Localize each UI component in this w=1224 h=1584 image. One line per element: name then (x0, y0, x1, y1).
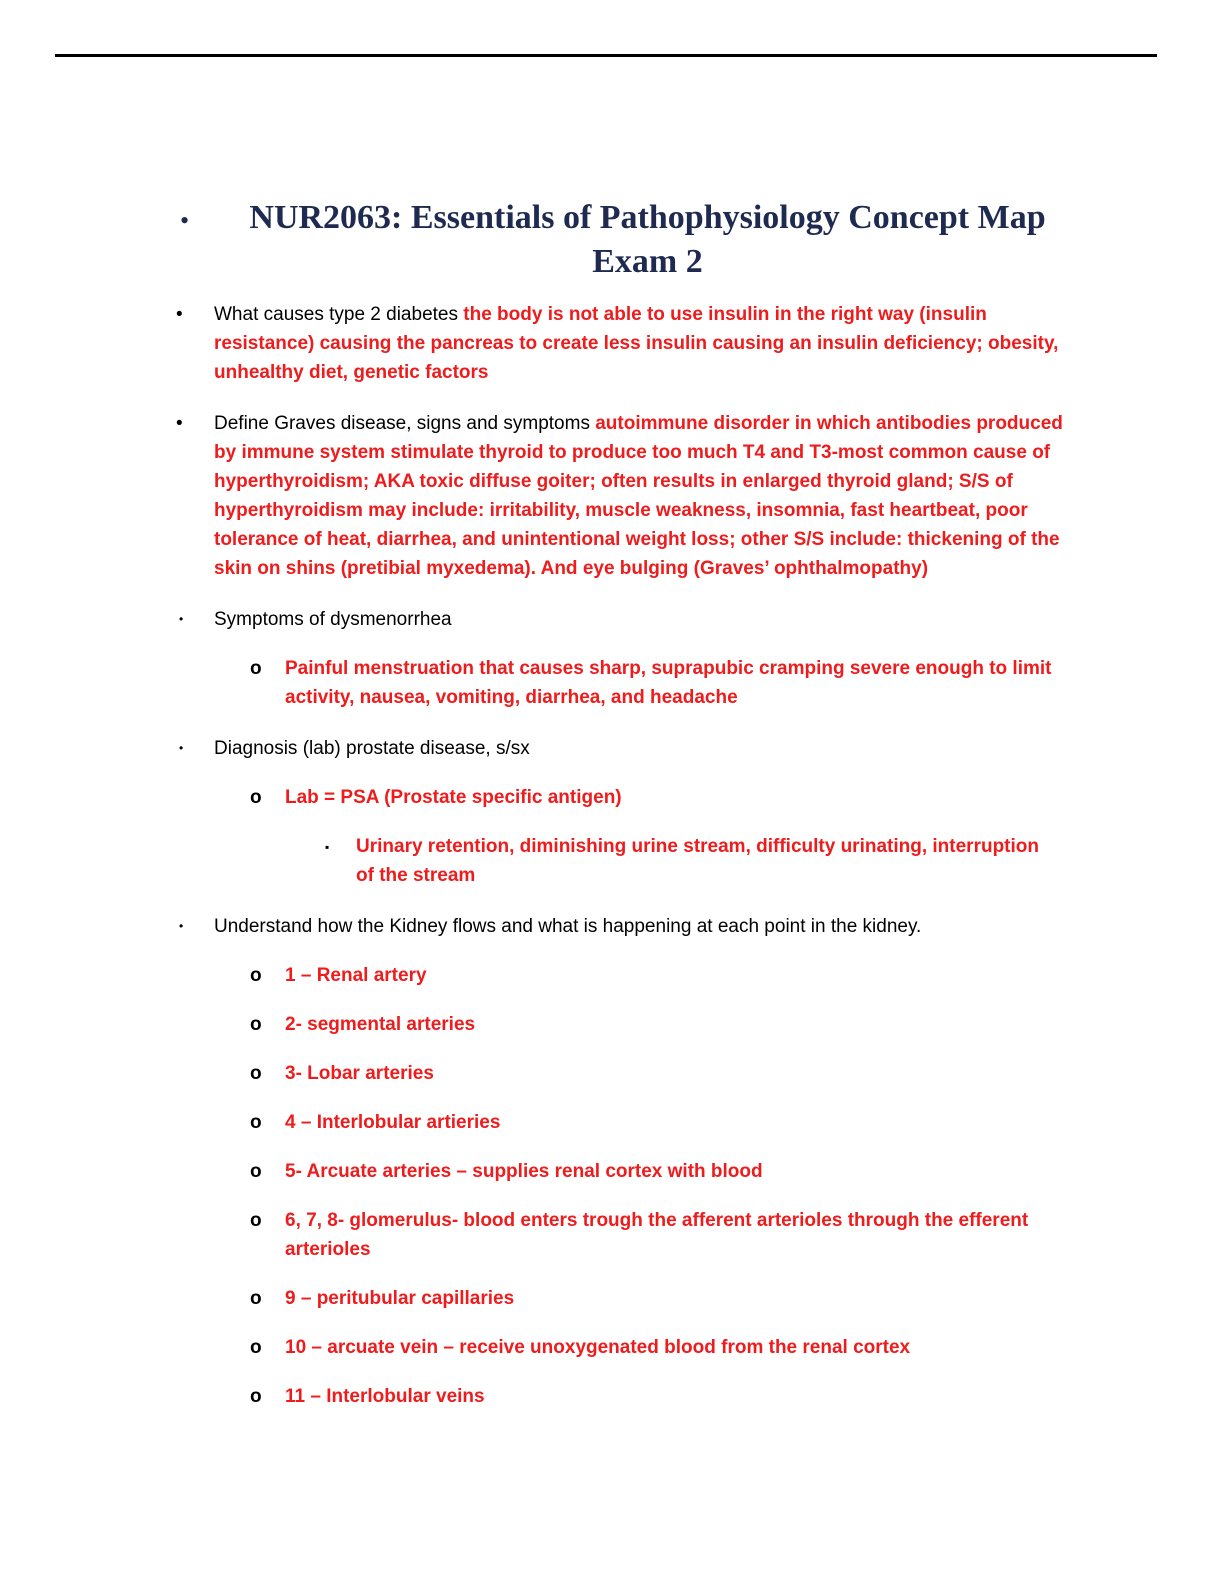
kidney-step-item (250, 1284, 1055, 1313)
sub-item (250, 654, 1055, 712)
question-text: Symptoms of dysmenorrhea (214, 609, 452, 630)
title-line-2: Exam 2 (592, 243, 703, 280)
question-text: Understand how the Kidney flows and what is happening at each point in the kidney. (214, 916, 922, 937)
bullet: • (179, 741, 184, 755)
kidney-step-item (250, 1059, 1055, 1088)
sub-bullet: o (250, 658, 262, 679)
sub-sub-bullet: ▪ (325, 840, 330, 854)
kidney-step-item (250, 1157, 1055, 1186)
question-text: Diagnosis (lab) prostate disease, s/sx (214, 738, 530, 759)
title-line-1: NUR2063: Essentials of Pathophysiology Concept Map (249, 199, 1046, 236)
answer-text: 4 – Interlobular artieries (285, 1112, 501, 1133)
kidney-step-item (250, 1206, 1055, 1264)
sub-bullet: o (250, 1112, 262, 1133)
sub-bullet: o (250, 787, 262, 808)
answer-text: 6, 7, 8- glomerulus- blood enters trough the afferent arterioles through the efferent arterioles (285, 1210, 1029, 1260)
list-item-type2-diabetes (176, 300, 1072, 387)
sub-bullet: o (250, 1210, 262, 1231)
sub-bullet: o (250, 1161, 262, 1182)
list-item-graves-disease (176, 409, 1072, 583)
kidney-step-item (250, 1333, 1055, 1362)
sub-sub-item (325, 832, 1056, 890)
answer-text: the body is not able to use insulin in the right way (insulin resistance) causing the pancreas to create less insulin causing an insulin deficiency; obesity, unhealthy diet, genetic factors (214, 304, 1059, 383)
bullet: • (179, 612, 184, 626)
bullet: • (176, 413, 183, 434)
list-item-kidney-flow (179, 912, 1072, 941)
kidney-step-item (250, 1010, 1055, 1039)
answer-text: Painful menstruation that causes sharp, suprapubic cramping severe enough to limit activity, nausea, vomiting, diarrhea, and headache (285, 658, 1052, 708)
kidney-step-item (250, 1108, 1055, 1137)
answer-text: 3- Lobar arteries (285, 1063, 434, 1084)
list-item-prostate-disease (179, 734, 1072, 763)
title-bullet: • (180, 206, 190, 235)
kidney-step-item (250, 961, 1055, 990)
title-block (180, 196, 1115, 284)
kidney-step-item (250, 1382, 1055, 1411)
bullet: • (176, 304, 183, 325)
page-title (180, 196, 1115, 284)
sub-bullet: o (250, 1014, 262, 1035)
sub-bullet: o (250, 1063, 262, 1084)
content (0, 300, 1224, 1411)
answer-text: 11 – Interlobular veins (285, 1386, 485, 1407)
bullet: • (179, 919, 184, 933)
list-item-dysmenorrhea (179, 605, 1072, 634)
question-text: What causes type 2 diabetes (214, 304, 464, 325)
sub-bullet: o (250, 965, 262, 986)
sub-item (250, 783, 1055, 812)
top-rule (55, 54, 1157, 57)
sub-bullet: o (250, 1386, 262, 1407)
answer-text: 9 – peritubular capillaries (285, 1288, 515, 1309)
answer-text: Urinary retention, diminishing urine stream, difficulty urinating, interruption of the stream (356, 836, 1039, 886)
answer-text: 10 – arcuate vein – receive unoxygenated blood from the renal cortex (285, 1337, 911, 1358)
answer-text: autoimmune disorder in which antibodies produced by immune system stimulate thyroid to produce too much T4 and T3-most common cause of hyperthyroidism; AKA toxic diffuse goiter; often results in enlarged thyroid gland; S/S of hyperthyroidism may include: irritability, muscle weakness, insomnia, fast heartbeat, poor tolerance of heat, diarrhea, and unintentional weight loss; other S/S include: thickening of the skin on shins (pretibial myxedema). And eye bulging (Graves’ ophthalmopathy) (214, 413, 1063, 579)
answer-text: 2- segmental arteries (285, 1014, 476, 1035)
sub-bullet: o (250, 1288, 262, 1309)
answer-text: Lab = PSA (Prostate specific antigen) (285, 787, 622, 808)
question-text: Define Graves disease, signs and symptoms (214, 413, 596, 434)
sub-bullet: o (250, 1337, 262, 1358)
answer-text: 5- Arcuate arteries – supplies renal cortex with blood (285, 1161, 763, 1182)
answer-text: 1 – Renal artery (285, 965, 427, 986)
